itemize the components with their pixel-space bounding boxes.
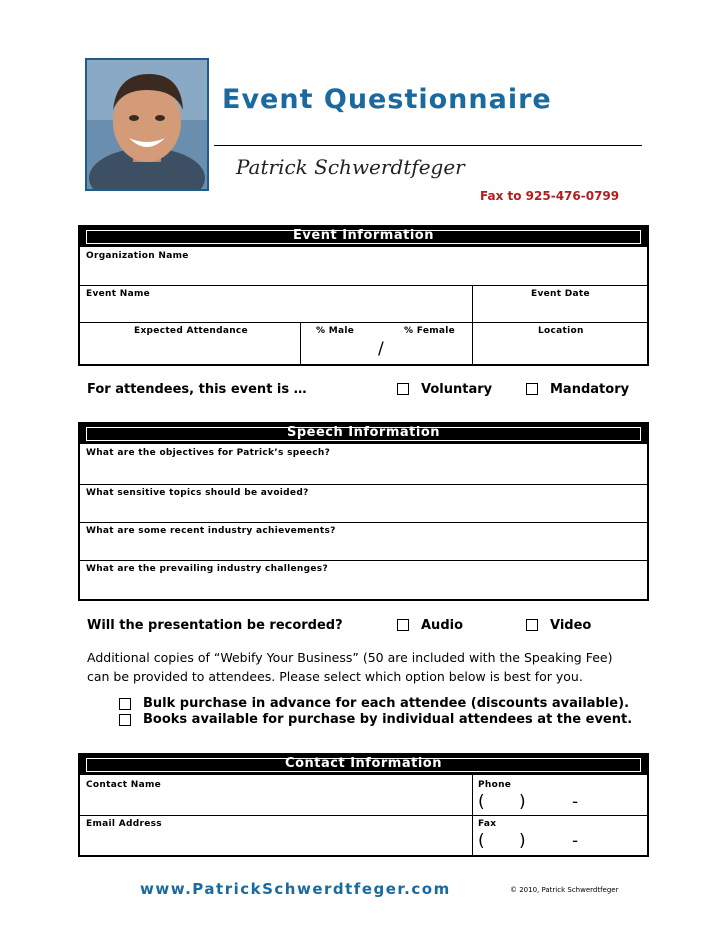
achievements-field[interactable]	[80, 538, 647, 559]
speaker-photo	[85, 58, 209, 191]
audio-checkbox[interactable]	[397, 619, 409, 631]
voluntary-checkbox[interactable]	[397, 383, 409, 395]
fax-area-open-paren: (	[478, 831, 485, 851]
challenges-field[interactable]	[80, 576, 647, 599]
recording-question: Will the presentation be recorded?	[87, 618, 343, 633]
phone-field[interactable]	[473, 793, 647, 814]
male-percent-label: % Male	[316, 326, 355, 336]
contact-name-label: Contact Name	[86, 780, 162, 790]
organization-name-field[interactable]	[80, 261, 647, 283]
individual-purchase-checkbox[interactable]	[119, 714, 131, 726]
section-header	[80, 755, 647, 775]
title-divider	[214, 145, 642, 146]
challenges-question: What are the prevailing industry challenges?	[86, 564, 328, 574]
voluntary-label: Voluntary	[421, 382, 493, 397]
individual-purchase-label: Books available for purchase by individual attendees at the event.	[143, 712, 633, 727]
fax-number: Fax to 925-476-0799	[480, 189, 620, 203]
video-checkbox[interactable]	[526, 619, 538, 631]
sensitive-topics-field[interactable]	[80, 500, 647, 521]
fax-field[interactable]	[473, 832, 647, 855]
email-address-field[interactable]	[80, 832, 470, 855]
gender-split-field[interactable]	[301, 339, 471, 365]
audio-label: Audio	[421, 618, 464, 633]
section-title: Contact Information	[285, 756, 442, 771]
female-percent-label: % Female	[404, 326, 456, 336]
bulk-purchase-checkbox[interactable]	[119, 698, 131, 710]
video-label: Video	[550, 618, 592, 633]
website-link[interactable]: www.PatrickSchwerdtfeger.com	[140, 880, 451, 898]
phone-area-open-paren: (	[478, 792, 485, 812]
phone-area-close-paren: )	[519, 792, 526, 812]
fax-label: Fax	[478, 819, 497, 829]
objectives-field[interactable]	[80, 460, 647, 483]
contact-information-section	[78, 753, 649, 857]
fax-area-close-paren: )	[519, 831, 526, 851]
bulk-purchase-label: Bulk purchase in advance for each attendee (discounts available).	[143, 696, 630, 711]
expected-attendance-field[interactable]	[80, 339, 298, 365]
speech-information-section	[78, 422, 649, 601]
expected-attendance-label: Expected Attendance	[134, 326, 248, 336]
books-paragraph-line: Additional copies of “Webify Your Business” (50 are included with the Speaking Fee)	[87, 650, 613, 665]
page-title: Event Questionnaire	[222, 84, 552, 115]
objectives-question: What are the objectives for Patrick’s speech?	[86, 448, 331, 458]
attendees-question: For attendees, this event is …	[87, 382, 307, 397]
achievements-question: What are some recent industry achievements?	[86, 526, 336, 536]
event-information-section	[78, 225, 649, 366]
organization-name-label: Organization Name	[86, 251, 189, 261]
sensitive-topics-question: What sensitive topics should be avoided?	[86, 488, 309, 498]
phone-dash: -	[572, 792, 579, 812]
books-paragraph-line: can be provided to attendees. Please select which option below is best for you.	[87, 669, 583, 684]
location-label: Location	[538, 326, 584, 336]
fax-dash: -	[572, 831, 579, 851]
event-name-field[interactable]	[80, 301, 470, 321]
mandatory-label: Mandatory	[550, 382, 630, 397]
event-date-field[interactable]	[473, 301, 647, 321]
section-title: Speech Information	[286, 425, 441, 440]
event-date-label: Event Date	[531, 289, 590, 299]
books-paragraph	[87, 648, 657, 686]
copyright-notice: © 2010, Patrick Schwerdtfeger	[510, 886, 619, 894]
email-address-label: Email Address	[86, 819, 162, 829]
contact-name-field[interactable]	[80, 793, 470, 814]
section-title: Event Information	[293, 228, 434, 243]
gender-split-slash: /	[378, 339, 384, 359]
location-field[interactable]	[473, 339, 647, 365]
signature: Patrick Schwerdtfeger	[236, 155, 465, 179]
section-header	[80, 424, 647, 444]
event-name-label: Event Name	[86, 289, 151, 299]
phone-label: Phone	[478, 780, 512, 790]
section-header	[80, 227, 647, 247]
mandatory-checkbox[interactable]	[526, 383, 538, 395]
